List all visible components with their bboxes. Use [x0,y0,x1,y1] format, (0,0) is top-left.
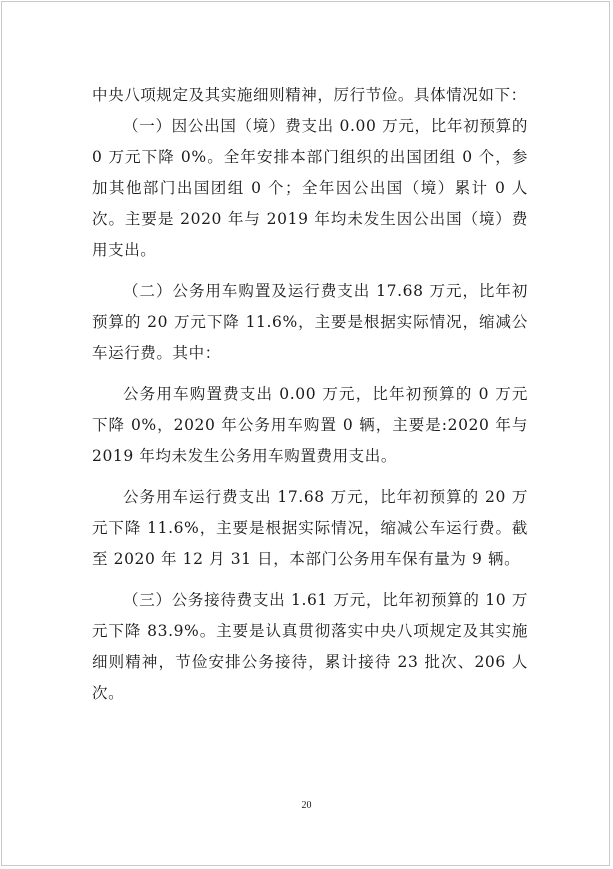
document-body [92,80,528,709]
page-number: 20 [301,800,312,811]
paragraph-vehicle-purchase: 公务用车购置费支出 0.00 万元，比年初预算的 0 万元下降 0%，2020 年公务用车购置 0 辆，主要是:2020 年与 2019 年均未发生公务用车购置费用支出。 [92,385,528,465]
paragraph-intro: 中央八项规定及其实施细则精神，厉行节俭。具体情况如下： [92,86,527,104]
paragraph-vehicle-total: （二）公务用车购置及运行费支出 17.68 万元，比年初预算的 20 万元下降 11.6%，主要是根据实际情况，缩减公车运行费。其中： [92,282,528,362]
paragraph-overseas-travel: （一）因公出国（境）费支出 0.00 万元，比年初预算的 0 万元下降 0%。全年安排本部门组织的出国团组 0 个，参加其他部门出国团组 0 个；全年因公出国（境）累计 0 人次。主要是 2020 年与 2019 年均未发生因公出国（境）费用支出。 [92,117,528,259]
paragraph-reception: （三）公务接待费支出 1.61 万元，比年初预算的 10 万元下降 83.9%。主要是认真贯彻落实中央八项规定及其实施细则精神，节俭安排公务接待，累计接待 23 批次、206 人次。 [92,591,528,702]
paragraph-vehicle-operation: 公务用车运行费支出 17.68 万元，比年初预算的 20 万元下降 11.6%，主要是根据实际情况，缩减公车运行费。截至 2020 年 12 月 31 日，本部门公务用车保有量为 9 辆。 [92,488,528,568]
